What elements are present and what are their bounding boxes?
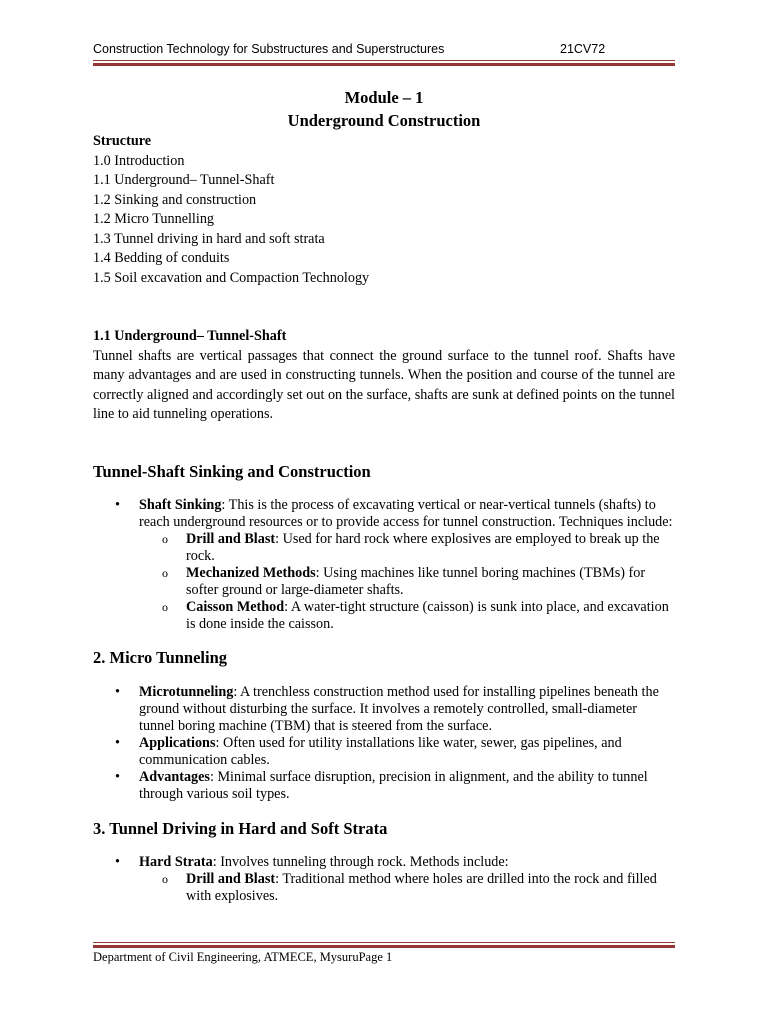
- structure-item: 1.2 Micro Tunnelling: [93, 211, 215, 227]
- list-item-text: : A trenchless construction method used for installing pipelines beneath the ground without disturbing the surface. It involves a remotely controlled, small-diameter tunnel boring machine (TBM) that is steered from the surface.: [139, 683, 659, 734]
- list-item-term: Advantages: [139, 768, 210, 785]
- bullet-list: [93, 854, 675, 871]
- structure-item: 1.2 Sinking and construction: [93, 191, 257, 208]
- list-item: [93, 854, 675, 871]
- header-course-code: 21CV72: [560, 42, 606, 56]
- structure-item: 1.5 Soil excavation and Compaction Technology: [93, 269, 370, 286]
- section-heading: 3. Tunnel Driving in Hard and Soft Strata: [93, 818, 388, 838]
- list-item-text: : Often used for utility installations like water, sewer, gas pipelines, and communication cables.: [139, 734, 622, 768]
- list-item-term: Applications: [139, 734, 216, 751]
- list-item: [93, 769, 675, 803]
- list-item-text: : A water-tight structure (caisson) is sunk into place, and excavation is done inside the caisson.: [186, 598, 669, 632]
- list-item-text: : This is the process of excavating vertical or near-vertical tunnels (shafts) to reach underground resources or to provide access for tunnel construction. Techniques include:: [139, 496, 673, 530]
- page-body: [93, 86, 675, 905]
- list-item-term: Drill and Blast: [186, 530, 276, 547]
- section-heading: 2. Micro Tunneling: [93, 647, 228, 667]
- list-item-text: : Using machines like tunnel boring machines (TBMs) for softer ground or large-diameter shafts.: [186, 564, 646, 598]
- sub-list-item: [93, 531, 675, 565]
- list-item-term: Caisson Method: [186, 598, 285, 615]
- list-item-text: : Involves tunneling through rock. Methods include:: [212, 853, 509, 870]
- footer-rule: [93, 942, 675, 948]
- list-item-text: : Traditional method where holes are drilled into the rock and filled with explosives.: [186, 870, 657, 904]
- list-item: [93, 497, 675, 531]
- module-title: Module – 1: [344, 88, 424, 107]
- sub-list-item: [93, 599, 675, 633]
- sub-list: [93, 531, 675, 633]
- list-item: [93, 684, 675, 735]
- structure-item: 1.1 Underground– Tunnel-Shaft: [93, 172, 275, 188]
- list-item-text: : Used for hard rock where explosives are employed to break up the rock.: [186, 530, 660, 564]
- page-header: [93, 42, 675, 58]
- section-paragraph: Tunnel shafts are vertical passages that connect the ground surface to the tunnel roof. Shafts have many advantages and are used in constructing tunnels. When the position and course of the tunnel are correctly aligned and accordingly set out on the surface, shafts are sunk at defined points on the tunnel line to aid tunneling operations.: [93, 347, 675, 422]
- list-item-term: Drill and Blast: [186, 870, 276, 887]
- list-item: [93, 735, 675, 769]
- section-heading: Tunnel-Shaft Sinking and Construction: [93, 461, 371, 481]
- list-item-term: Hard Strata: [139, 853, 213, 870]
- list-item-term: Mechanized Methods: [186, 564, 316, 581]
- header-title: Construction Technology for Substructures and Superstructures: [93, 42, 445, 56]
- header-rule: [93, 60, 675, 66]
- list-item-text: : Minimal surface disruption, precision in alignment, and the ability to tunnel through various soil types.: [139, 768, 648, 802]
- section-heading: 1.1 Underground– Tunnel-Shaft: [93, 328, 287, 344]
- structure-item: 1.0 Introduction: [93, 152, 185, 169]
- module-subtitle: Underground Construction: [287, 111, 481, 130]
- sub-list: [93, 871, 675, 905]
- sub-list-item: [93, 871, 675, 905]
- structure-item: 1.3 Tunnel driving in hard and soft strata: [93, 230, 325, 247]
- bullet-list: [93, 684, 675, 803]
- structure-item: 1.4 Bedding of conduits: [93, 250, 230, 266]
- structure-heading: Structure: [93, 133, 152, 149]
- list-item-term: Microtunneling: [139, 683, 234, 700]
- sub-list-item: [93, 565, 675, 599]
- page-footer: Department of Civil Engineering, ATMECE, MysuruPage 1: [93, 950, 393, 964]
- bullet-list: [93, 497, 675, 531]
- list-item-term: Shaft Sinking: [139, 496, 222, 513]
